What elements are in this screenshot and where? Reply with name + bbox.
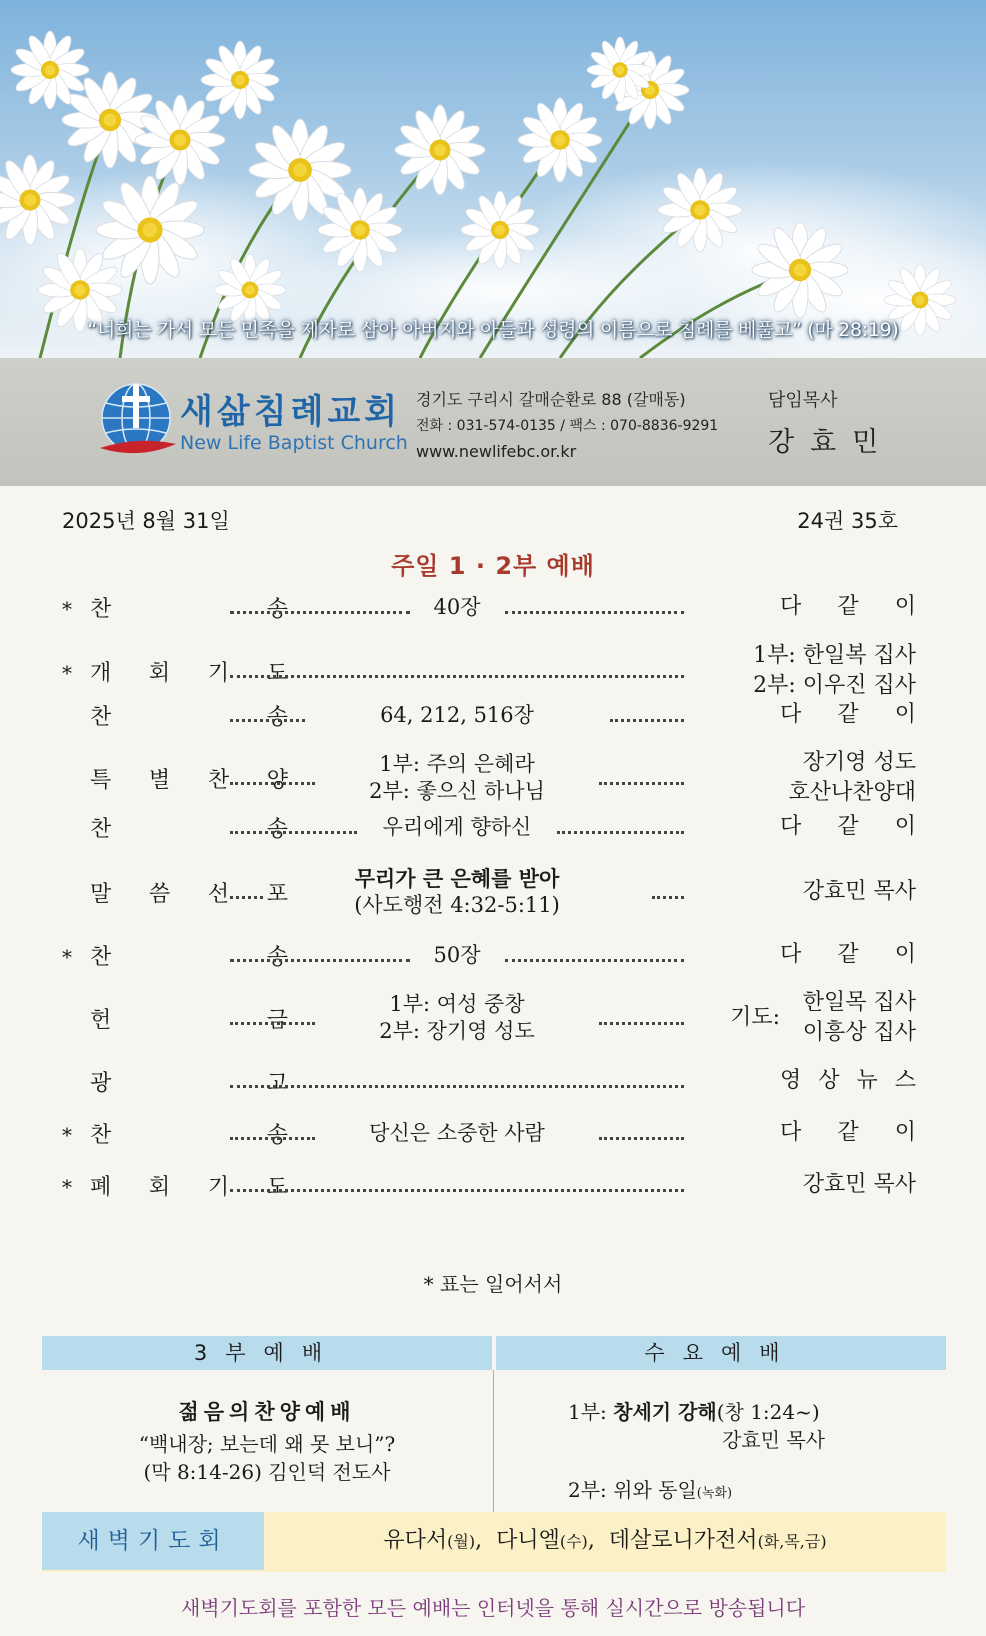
- leader-dots: [505, 959, 685, 962]
- column-divider: [493, 1370, 494, 1512]
- church-contact: [416, 387, 718, 465]
- leader-dots: [230, 782, 315, 785]
- leader-dots: [230, 1022, 315, 1025]
- standing-marker: *: [62, 661, 72, 685]
- leader-dots: [230, 719, 305, 722]
- standing-marker: *: [62, 945, 72, 969]
- order-row: [62, 750, 916, 806]
- third-service-sermon: “백내장; 보는데 왜 못 보니”?: [138, 1432, 396, 1456]
- order-detail: 무리가 큰 은혜를 받아 (사도행전 4:32-5:11): [354, 866, 560, 917]
- wednesday-service-header: 수요예배: [496, 1336, 946, 1370]
- wednesday-part2-note: (녹화): [696, 1486, 733, 1501]
- leader-dots: [557, 831, 684, 834]
- wednesday-part1-ref: (창 1:24~): [716, 1400, 820, 1424]
- order-row: [62, 1066, 916, 1096]
- wednesday-part1-title: 창세기 강해: [613, 1400, 717, 1424]
- order-label: 헌 금: [90, 1008, 288, 1033]
- order-row: [62, 812, 916, 842]
- order-label: 폐 회 기 도: [90, 1175, 288, 1200]
- leader-dots: [230, 896, 263, 899]
- church-address: 경기도 구리시 갈매순환로 88 (갈매동): [416, 390, 686, 409]
- standing-note: * 표는 일어서서: [423, 1272, 563, 1296]
- order-leader: 다 같 이: [780, 814, 916, 839]
- leader-dots: [599, 782, 684, 785]
- order-leader: 한일목 집사 이흥상 집사: [802, 990, 916, 1045]
- church-phone: 전화 : 031-574-0135 / 팩스 : 070-8836-9291: [416, 418, 719, 434]
- scripture-verse: “너희는 가서 모든 민족을 제자로 삼아 아버지와 아들과 성령의 이름으로 침례를 베풀고” (마 28:19): [87, 319, 899, 341]
- wednesday-part2-prefix: 2부:: [568, 1478, 614, 1502]
- bulletin-date: 2025년 8월 31일: [62, 509, 230, 533]
- wednesday-part1-prefix: 1부:: [568, 1400, 614, 1424]
- church-name-english: New Life Baptist Church: [180, 432, 408, 454]
- dawn-book-1-days: (월): [447, 1532, 476, 1551]
- order-leader: 다 같 이: [780, 702, 916, 727]
- third-service-header: 3부예배: [42, 1336, 492, 1370]
- order-detail: 1부: 여성 중창 2부: 장기영 성도: [379, 992, 535, 1043]
- order-detail: 당신은 소중한 사람: [369, 1120, 545, 1145]
- leader-dots: [230, 1189, 684, 1192]
- leader-dots: [505, 611, 685, 614]
- order-detail: 50장: [433, 942, 481, 967]
- dawn-prayer-label: 새벽기도회: [42, 1512, 264, 1570]
- order-detail: 64, 212, 516장: [380, 702, 534, 727]
- third-service-panel: [42, 1398, 492, 1486]
- order-leader: 장기영 성도 호산나찬양대: [788, 750, 916, 805]
- leader-dots: [230, 831, 357, 834]
- church-name-korean: 새삶침례교회: [180, 392, 402, 432]
- dawn-book-2: 다니엘: [496, 1528, 560, 1553]
- order-row: [62, 700, 916, 730]
- order-leader: 다 같 이: [780, 1120, 916, 1145]
- leader-dots: [230, 1085, 684, 1088]
- standing-marker: *: [62, 1175, 72, 1199]
- leader-dots: [230, 1137, 315, 1140]
- order-label: 개 회 기 도: [90, 661, 288, 686]
- leader-dots: [230, 611, 410, 614]
- order-label: 찬 송: [90, 945, 288, 970]
- order-row: [62, 643, 916, 699]
- standing-marker: *: [62, 597, 72, 621]
- order-label: 찬 송: [90, 705, 288, 730]
- leader-dots: [599, 1137, 684, 1140]
- third-service-reference: (막 8:14-26) 김인덕 전도사: [143, 1460, 391, 1484]
- dawn-book-3-days: (화,목,금): [757, 1532, 827, 1551]
- dawn-book-1: 유다서: [383, 1528, 448, 1553]
- order-row: [62, 1118, 916, 1148]
- order-label: 광 고: [90, 1071, 288, 1096]
- leader-dots: [599, 1022, 684, 1025]
- daisy-illustration: [0, 0, 986, 358]
- order-row: [62, 940, 916, 970]
- wednesday-part2-title: 위와 동일: [613, 1478, 697, 1502]
- leader-dots: [652, 896, 685, 899]
- church-website[interactable]: www.newlifebc.or.kr: [416, 442, 577, 461]
- pastor-name: 강효민: [768, 427, 895, 458]
- order-row: [62, 864, 916, 920]
- order-leader: 1부: 한일복 집사 2부: 이우진 집사: [753, 643, 916, 698]
- pastor-label: 담임목사: [768, 390, 838, 411]
- order-leader: 강효민 목사: [802, 879, 916, 904]
- broadcast-notice: 새벽기도회를 포함한 모든 예배는 인터넷을 통해 실시간으로 방송됩니다: [180, 1596, 806, 1620]
- bulletin-issue: 24권 35호: [797, 509, 898, 533]
- order-right-prefix: 기도:: [730, 1005, 780, 1030]
- order-label: 찬 송: [90, 597, 288, 622]
- order-label: 말 씀 선 포: [90, 882, 288, 907]
- order-row: [62, 1170, 916, 1200]
- order-detail: 우리에게 향하신: [382, 814, 532, 839]
- order-leader: 영 상 뉴 스: [780, 1068, 916, 1093]
- wednesday-part1: [568, 1398, 825, 1426]
- service-title: 주일 1 · 2부 예배: [391, 552, 595, 580]
- wednesday-part1-speaker: 강효민 목사: [722, 1428, 825, 1452]
- standing-marker: *: [62, 1123, 72, 1147]
- order-label: 특 별 찬 양: [90, 768, 288, 793]
- dawn-book-3: 데살로니가전서: [608, 1528, 758, 1553]
- globe-logo-icon: [98, 378, 178, 466]
- wednesday-service-panel: [568, 1398, 825, 1508]
- hero-flower-image: [0, 0, 986, 358]
- wednesday-part2: [568, 1476, 825, 1508]
- third-service-title: 젊음의찬양예배: [178, 1400, 356, 1424]
- dawn-prayer-books: 유다서(월), 다니엘(수), 데살로니가전서(화,목,금): [383, 1528, 827, 1553]
- leader-dots: [610, 719, 685, 722]
- order-row: [62, 592, 916, 622]
- order-leader: 강효민 목사: [802, 1172, 916, 1197]
- leader-dots: [230, 959, 410, 962]
- order-leader: 다 같 이: [780, 942, 916, 967]
- order-row: [62, 990, 916, 1046]
- dawn-book-2-days: (수): [559, 1532, 588, 1551]
- order-label: 찬 송: [90, 1123, 288, 1148]
- order-detail: 1부: 주의 은혜라 2부: 좋으신 하나님: [369, 752, 545, 803]
- order-detail: 40장: [433, 594, 481, 619]
- order-label: 찬 송: [90, 817, 288, 842]
- leader-dots: [230, 675, 684, 678]
- order-leader: 다 같 이: [780, 594, 916, 619]
